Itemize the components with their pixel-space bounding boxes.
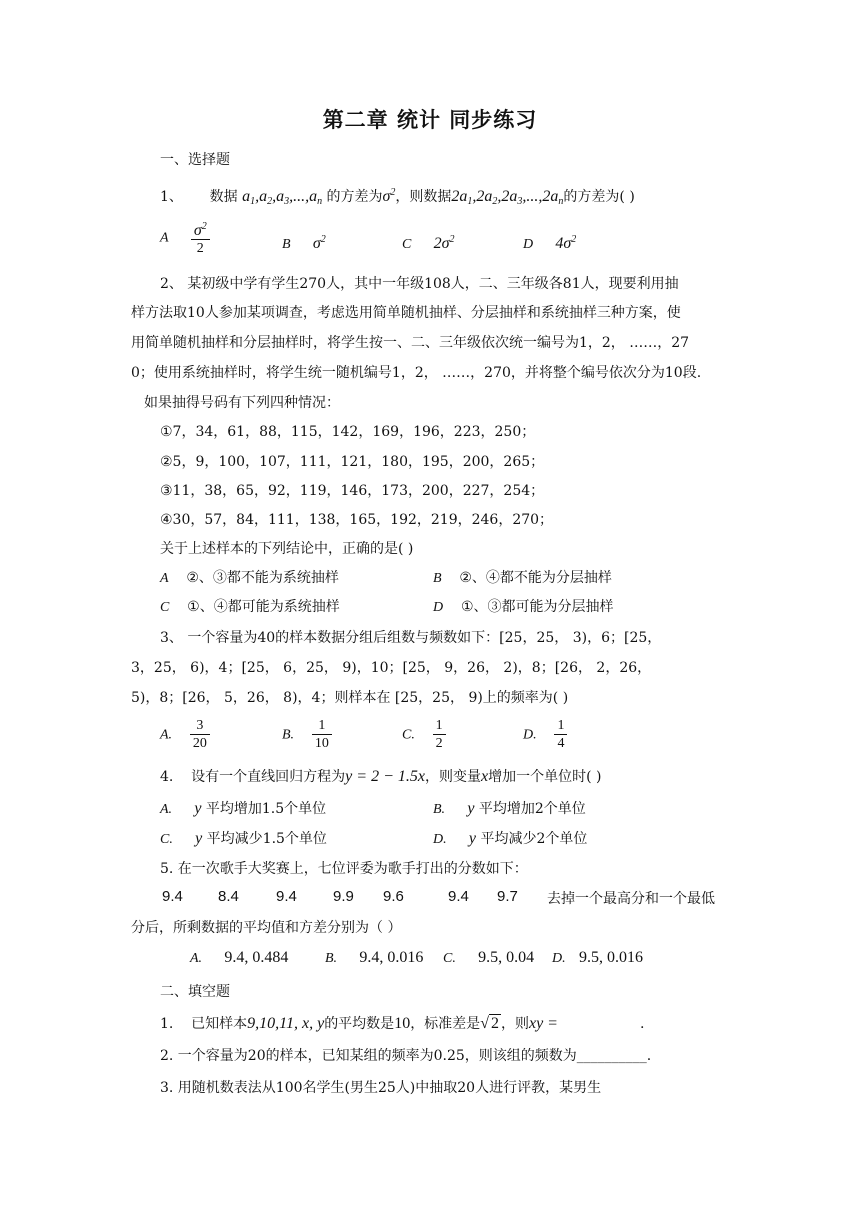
q4-option-c: C. y 平均减少1.5个单位: [160, 830, 327, 847]
fill-question-1: 1. 已知样本9,10,11, x, y的平均数是10，标准差是√ 2 ，则xy = .: [160, 1015, 645, 1032]
q3-option-b: B. $\frac{1}{10}$: [282, 717, 332, 752]
q2-option-d: D ①、③都可能为分层抽样: [433, 599, 614, 615]
sqrt-symbol: √ 2: [480, 1015, 499, 1032]
q2-case-4: ④30，57，84，111，138，165，192，219，246，270；: [160, 512, 554, 528]
q2-line-4: 0；使用系统抽样时，将学生统一随机编号1，2， ……，270，并将整个编号依次分为10段.: [131, 365, 702, 381]
q2-option-a: A ②、③都不能为系统抽样: [160, 570, 339, 586]
q3-line-2: 3，25， 6)，4；[25， 6，25， 9)，10；[25， 9，26， 2)，8；[26， 2，26，: [131, 660, 652, 676]
question-4: 4. 设有一个直线回归方程为y = 2 − 1.5x，则变量x增加一个单位时( ): [160, 768, 602, 785]
q2-line-5: 如果抽得号码有下列四种情况：: [144, 395, 340, 411]
q2-line-3: 用简单随机抽样和分层抽样时，将学生按一、二、三年级依次统一编号为1，2， ……，27: [131, 335, 690, 351]
section-heading-fill: 二、填空题: [160, 984, 230, 1000]
q2-case-2: ②5，9，100，107，111，121，180，195，200，265；: [160, 454, 545, 470]
q5-option-a: A. 9.4, 0.484: [190, 949, 289, 966]
q5-option-b: B. 9.4, 0.016: [325, 949, 424, 966]
score-3: 9.4: [276, 888, 297, 905]
section-heading-choice: 一、选择题: [160, 152, 230, 168]
regression-equation: y = 2 − 1.5x: [345, 768, 425, 785]
q2-option-b: B ②、④都不能为分层抽样: [433, 570, 612, 586]
q1-option-a: A $\frac{\sigma^2}{2}$: [160, 218, 210, 257]
q5-option-d: D. 9.5, 0.016: [552, 949, 643, 966]
q3-option-d: D. $\frac{1}{4}$: [523, 717, 567, 752]
q4-option-a: A. y 平均增加1.5个单位: [160, 800, 327, 817]
q3-option-c: C. $\frac{1}{2}$: [402, 717, 446, 752]
scaled-sequence: $2a_1,2a_2,2a_3,...,2a_n$: [451, 188, 564, 207]
q1-option-d: D $4\sigma^2$: [523, 234, 577, 252]
question-1: 1、 数据 $a_1,a_2,a_3,...,a_n$ 的方差为$\sigma^2$，则数据$2a_1,2a_2,2a_3,...,2a_n$的方差为( ): [160, 187, 635, 207]
q3-option-a: A. $\frac{3}{20}$: [160, 717, 210, 752]
q2-case-3: ③11，38，65，92，119，146，173，200，227，254；: [160, 483, 545, 499]
variance-symbol: $\sigma^2$: [382, 187, 396, 205]
q4-option-d: D. y 平均减少2个单位: [433, 830, 588, 847]
score-2: 8.4: [218, 888, 239, 905]
q1-option-c: C $2\sigma^2$: [402, 234, 455, 252]
fill-question-3: 3. 用随机数表法从100名学生(男生25人)中抽取20人进行评教，某男生: [160, 1080, 602, 1096]
q2-case-1: ①7，34，61，88，115，142，169，196，223，250；: [160, 424, 536, 440]
q5-line-1: 5. 在一次歌手大奖赛上，七位评委为歌手打出的分数如下：: [160, 861, 528, 877]
q5-option-c: C. 9.5, 0.04: [443, 949, 535, 966]
q4-option-b: B. y 平均增加2个单位: [433, 800, 586, 817]
score-5: 9.6: [383, 888, 404, 905]
q2-line-2: 样方法取10人参加某项调查，考虑选用简单随机抽样、分层抽样和系统抽样三种方案，使: [131, 305, 681, 321]
q2-option-c: C ①、④都可能为系统抽样: [160, 599, 340, 615]
score-1: 9.4: [162, 888, 183, 905]
data-sequence: $a_1,a_2,a_3,...,a_n$: [242, 188, 323, 207]
fill-question-2: 2. 一个容量为20的样本，已知某组的频率为0.25，则该组的频数为__________.: [160, 1048, 652, 1064]
q5-line-3: 分后，所剩数据的平均值和方差分别为（ ）: [131, 920, 402, 936]
score-4: 9.9: [333, 888, 354, 905]
page-title: 第二章 统计 同步练习: [322, 107, 538, 132]
q3-line-3: 5)，8；[26， 5，26， 8)，4；则样本在 [25，25， 9)上的频率为( ): [131, 690, 569, 706]
q3-line-1: 3、 一个容量为40的样本数据分组后组数与频数如下：[25，25， 3)，6；[25，: [160, 630, 662, 646]
q5-line-2-tail: 去掉一个最高分和一个最低: [547, 891, 715, 907]
q1-option-b: B $\sigma^2$: [282, 234, 326, 252]
score-6: 9.4: [448, 888, 469, 905]
score-7: 9.7: [497, 888, 518, 905]
q2-line-1: 2、 某初级中学有学生270人，其中一年级108人，二、三年级各81人，现要利用抽: [160, 276, 679, 292]
q2-prompt: 关于上述样本的下列结论中，正确的是( ): [160, 541, 414, 557]
